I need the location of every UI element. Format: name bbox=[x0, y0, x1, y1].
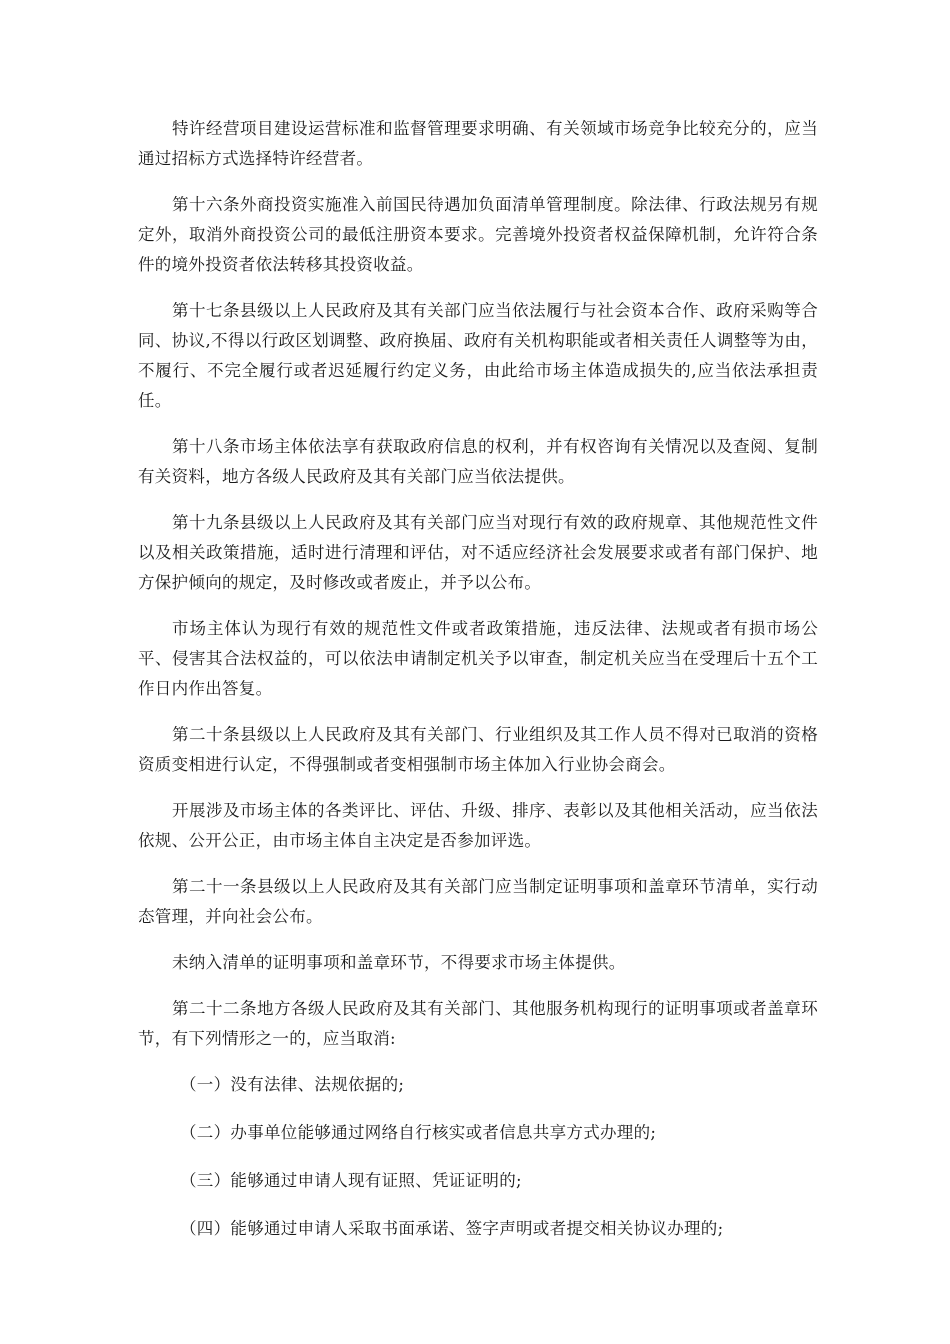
paragraph-4: 第十八条市场主体依法享有获取政府信息的权利，并有权咨询有关情况以及查阅、复制有关资料，地方各级人民政府及其有关部门应当依法提供。 bbox=[138, 437, 818, 486]
list-item-1: （一）没有法律、法规依据的; bbox=[180, 1075, 405, 1094]
paragraph-1: 特许经营项目建设运营标准和监督管理要求明确、有关领域市场竞争比较充分的，应当通过招标方式选择特许经营者。 bbox=[138, 119, 818, 168]
paragraph-3: 第十七条县级以上人民政府及其有关部门应当依法履行与社会资本合作、政府采购等合同、协议,不得以行政区划调整、政府换届、政府有关机构职能或者相关责任人调整等为由，不履行、不完全履行或者迟延履行约定义务，由此给市场主体造成损失的,应当依法承担责任。 bbox=[138, 301, 818, 410]
paragraph-2: 第十六条外商投资实施准入前国民待遇加负面清单管理制度。除法律、行政法规另有规定外，取消外商投资公司的最低注册资本要求。完善境外投资者权益保障机制，允许符合条件的境外投资者依法转移其投资收益。 bbox=[138, 195, 818, 274]
list-item-4: （四）能够通过申请人采取书面承诺、签字声明或者提交相关协议办理的; bbox=[180, 1219, 724, 1238]
paragraph-9: 第二十一条县级以上人民政府及其有关部门应当制定证明事项和盖章环节清单，实行动态管理，并向社会公布。 bbox=[138, 877, 818, 926]
paragraph-10: 未纳入清单的证明事项和盖章环节，不得要求市场主体提供。 bbox=[172, 953, 626, 972]
paragraph-11: 第二十二条地方各级人民政府及其有关部门、其他服务机构现行的证明事项或者盖章环节，有下列情形之一的，应当取消: bbox=[138, 999, 818, 1048]
list-item-3: （三）能够通过申请人现有证照、凭证证明的; bbox=[180, 1171, 522, 1190]
paragraph-5: 第十九条县级以上人民政府及其有关部门应当对现行有效的政府规章、其他规范性文件以及相关政策措施，适时进行清理和评估，对不适应经济社会发展要求或者有部门保护、地方保护倾向的规定，及时修改或者废止，并予以公布。 bbox=[138, 513, 818, 592]
paragraph-6: 市场主体认为现行有效的规范性文件或者政策措施，违反法律、法规或者有损市场公平、侵害其合法权益的，可以依法申请制定机关予以审查，制定机关应当在受理后十五个工作日内作出答复。 bbox=[138, 619, 818, 698]
list-item-2: （二）办事单位能够通过网络自行核实或者信息共享方式办理的; bbox=[180, 1123, 657, 1142]
paragraph-8: 开展涉及市场主体的各类评比、评估、升级、排序、表彰以及其他相关活动，应当依法依规、公开公正，由市场主体自主决定是否参加评选。 bbox=[138, 801, 818, 850]
paragraph-7: 第二十条县级以上人民政府及其有关部门、行业组织及其工作人员不得对已取消的资格资质变相进行认定，不得强制或者变相强制市场主体加入行业协会商会。 bbox=[138, 725, 818, 774]
document-page bbox=[138, 114, 818, 1262]
